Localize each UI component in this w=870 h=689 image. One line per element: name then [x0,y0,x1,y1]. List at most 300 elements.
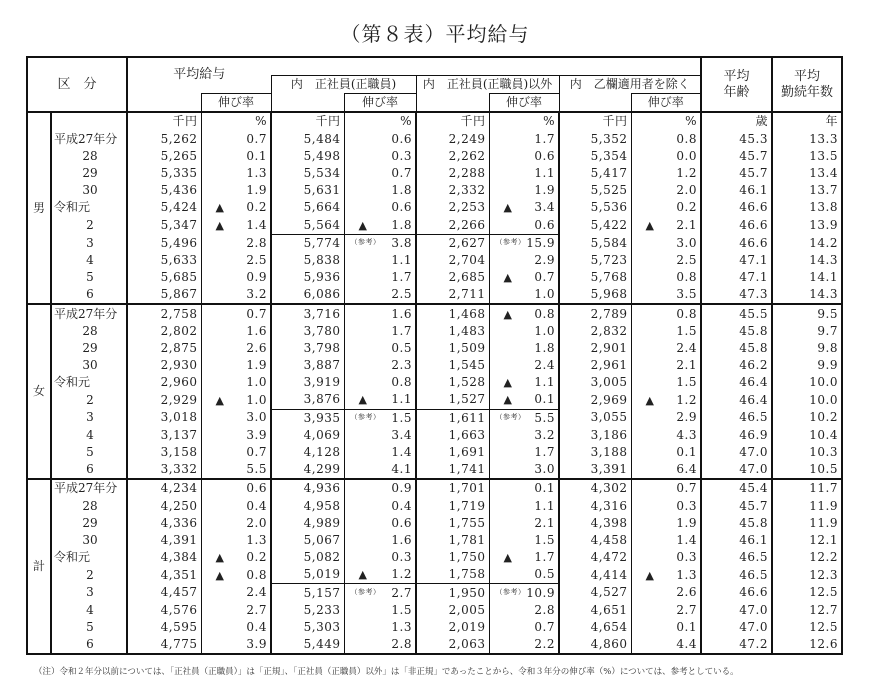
growth-cell: 0.7 [489,619,559,636]
non-regular-salary-cell: 1,527 [416,391,489,409]
table-row [27,131,842,148]
avg-age-cell: 45.8 [701,515,772,532]
avg-age-cell: 46.5 [701,409,772,427]
avg-tenure-cell: 14.3 [772,286,842,304]
growth-cell: 2.5 [201,252,271,269]
growth-cell: 3.0 [489,461,559,479]
avg-age-cell: 45.5 [701,304,772,322]
decrease-marker-icon: ▲ [358,568,368,582]
avg-age-cell: 46.6 [701,217,772,235]
avg-tenure-cell: 9.7 [772,323,842,340]
non-regular-salary-cell: 1,611 [416,409,489,427]
growth-cell: 1.8 [489,340,559,357]
avg-salary-cell: 3,018 [127,409,201,427]
decrease-marker-icon: ▲ [645,393,655,407]
growth-cell: 2.1 [631,357,701,374]
growth-cell: 0.4 [344,498,416,515]
header-growth: 伸び率 [631,94,701,113]
avg-age-cell: 45.8 [701,340,772,357]
non-regular-salary-cell: 2,063 [416,636,489,654]
regular-salary-cell: 5,498 [271,148,344,165]
avg-tenure-cell: 12.5 [772,584,842,602]
regular-salary-cell: 5,019 [271,566,344,584]
avg-age-cell: 47.0 [701,602,772,619]
non-regular-salary-cell: 1,741 [416,461,489,479]
growth-cell: 0.5 [344,340,416,357]
year-label: 2 [51,217,127,235]
year-label: 令和元 [51,199,127,216]
avg-salary-cell: 5,867 [127,286,201,304]
growth-cell: 2.4 [489,357,559,374]
growth-cell: 0.0 [631,148,701,165]
unit-label: % [489,112,559,130]
reference-marker: （参考） [350,237,381,246]
units-row [27,112,842,130]
regular-salary-cell: 3,919 [271,374,344,391]
growth-cell: ▲ 0.2 [201,549,271,566]
regular-salary-cell: 4,299 [271,461,344,479]
avg-age-cell: 47.0 [701,619,772,636]
unit-label: % [201,112,271,130]
year-label: 4 [51,602,127,619]
year-label: 29 [51,515,127,532]
avg-age-cell: 46.6 [701,584,772,602]
growth-cell: ▲ 0.8 [201,566,271,584]
growth-cell: 2.7 [201,602,271,619]
decrease-marker-icon: ▲ [645,218,655,232]
non-regular-salary-cell: 2,262 [416,148,489,165]
non-regular-salary-cell: 1,950 [416,584,489,602]
unit-label: 年 [772,112,842,130]
year-label: 平成27年分 [51,304,127,322]
growth-cell: 0.6 [201,479,271,497]
non-regular-salary-cell: 1,781 [416,532,489,549]
growth-cell: 1.1 [344,252,416,269]
avg-salary-cell: 3,158 [127,444,201,461]
average-salary-table [26,56,843,655]
growth-cell: （参考） 1.5 [344,409,416,427]
table-row [27,549,842,566]
avg-age-cell: 46.1 [701,532,772,549]
growth-cell: 2.2 [489,636,559,654]
avg-tenure-cell: 12.7 [772,602,842,619]
regular-salary-cell: 4,069 [271,427,344,444]
growth-cell: 0.9 [344,479,416,497]
year-label: 6 [51,461,127,479]
avg-age-cell: 46.5 [701,549,772,566]
excl-otsu-salary-cell: 3,188 [559,444,631,461]
decrease-marker-icon: ▲ [503,307,513,321]
avg-tenure-cell: 12.1 [772,532,842,549]
non-regular-salary-cell: 1,691 [416,444,489,461]
avg-salary-cell: 4,336 [127,515,201,532]
non-regular-salary-cell: 1,663 [416,427,489,444]
avg-tenure-cell: 11.7 [772,479,842,497]
header-regular: 内 正社員(正職員) [271,76,416,94]
avg-age-cell: 47.0 [701,461,772,479]
growth-cell: 0.3 [344,549,416,566]
excl-otsu-salary-cell: 3,005 [559,374,631,391]
avg-salary-cell: 5,424 [127,199,201,216]
unit-label: 千円 [559,112,631,130]
avg-age-cell: 46.6 [701,199,772,216]
growth-cell: 0.4 [201,498,271,515]
table-row [27,234,842,252]
avg-age-cell: 45.7 [701,148,772,165]
growth-cell: 2.4 [201,584,271,602]
regular-salary-cell: 3,935 [271,409,344,427]
growth-cell: 1.5 [344,602,416,619]
avg-tenure-cell: 13.7 [772,182,842,199]
regular-salary-cell: 5,082 [271,549,344,566]
growth-cell: 0.9 [201,269,271,286]
table-row [27,269,842,286]
growth-cell: ▲ 1.2 [631,391,701,409]
excl-otsu-salary-cell: 2,969 [559,391,631,409]
decrease-marker-icon: ▲ [503,376,513,390]
growth-cell: 1.9 [631,515,701,532]
growth-cell: ▲ 0.2 [201,199,271,216]
avg-tenure-cell: 12.2 [772,549,842,566]
growth-cell: 0.8 [631,304,701,322]
growth-cell: 2.8 [201,234,271,252]
excl-otsu-salary-cell: 5,968 [559,286,631,304]
avg-tenure-cell: 10.0 [772,374,842,391]
avg-age-cell: 46.6 [701,234,772,252]
growth-cell: 3.9 [201,636,271,654]
growth-cell: 1.4 [344,444,416,461]
decrease-marker-icon: ▲ [215,393,225,407]
header-kubun: 区 分 [27,57,127,112]
growth-cell: ▲ 0.1 [489,391,559,409]
year-label: 令和元 [51,549,127,566]
regular-salary-cell: 4,958 [271,498,344,515]
avg-salary-cell: 4,457 [127,584,201,602]
regular-salary-cell: 5,303 [271,619,344,636]
avg-salary-cell: 4,576 [127,602,201,619]
table-row [27,340,842,357]
avg-age-cell: 45.7 [701,498,772,515]
growth-cell: 0.7 [344,165,416,182]
growth-cell: ▲ 1.1 [489,374,559,391]
avg-salary-cell: 2,960 [127,374,201,391]
avg-age-cell: 46.4 [701,374,772,391]
avg-salary-cell: 5,265 [127,148,201,165]
growth-cell: （参考） 10.9 [489,584,559,602]
avg-salary-cell: 4,391 [127,532,201,549]
growth-cell: 1.8 [344,182,416,199]
header-growth: 伸び率 [344,94,416,113]
non-regular-salary-cell: 2,332 [416,182,489,199]
growth-cell: （参考） 5.5 [489,409,559,427]
excl-otsu-salary-cell: 5,723 [559,252,631,269]
growth-cell: 2.7 [631,602,701,619]
non-regular-salary-cell: 2,288 [416,165,489,182]
growth-cell: 2.9 [489,252,559,269]
excl-otsu-salary-cell: 2,901 [559,340,631,357]
non-regular-salary-cell: 2,019 [416,619,489,636]
growth-cell: 0.1 [489,479,559,497]
year-label: 5 [51,269,127,286]
growth-cell: 1.1 [489,498,559,515]
avg-age-cell: 47.0 [701,444,772,461]
year-label: 令和元 [51,374,127,391]
regular-salary-cell: 4,936 [271,479,344,497]
growth-cell: 0.7 [631,479,701,497]
growth-cell: 6.4 [631,461,701,479]
avg-salary-cell: 2,875 [127,340,201,357]
table-title: （第８表）平均給与 [340,22,530,46]
table-row [27,461,842,479]
avg-tenure-cell: 10.5 [772,461,842,479]
regular-salary-cell: 3,716 [271,304,344,322]
table-row [27,182,842,199]
growth-cell: 1.3 [344,619,416,636]
year-label: 28 [51,498,127,515]
avg-salary-cell: 3,332 [127,461,201,479]
table-row [27,199,842,216]
growth-cell: 0.8 [344,374,416,391]
growth-cell: 3.5 [631,286,701,304]
avg-age-cell: 47.1 [701,252,772,269]
avg-salary-cell: 5,496 [127,234,201,252]
year-label: 4 [51,252,127,269]
non-regular-salary-cell: 2,704 [416,252,489,269]
non-regular-salary-cell: 1,468 [416,304,489,322]
growth-cell: 1.4 [631,532,701,549]
growth-cell: 2.1 [489,515,559,532]
non-regular-salary-cell: 2,685 [416,269,489,286]
avg-tenure-cell: 13.5 [772,148,842,165]
avg-age-cell: 46.4 [701,391,772,409]
avg-age-cell: 46.9 [701,427,772,444]
avg-salary-cell: 2,929 [127,391,201,409]
growth-cell: ▲ 3.4 [489,199,559,216]
unit-label: 歳 [701,112,772,130]
growth-cell: 1.7 [489,444,559,461]
excl-otsu-salary-cell: 4,414 [559,566,631,584]
growth-cell: ▲ 0.8 [489,304,559,322]
avg-tenure-cell: 14.3 [772,252,842,269]
decrease-marker-icon: ▲ [215,551,225,565]
header-excl-otsu: 内 乙欄適用者を除く [559,76,701,94]
regular-salary-cell: 5,631 [271,182,344,199]
unit-label: 千円 [127,112,201,130]
avg-salary-cell: 5,633 [127,252,201,269]
avg-tenure-cell: 13.9 [772,217,842,235]
growth-cell: 3.4 [344,427,416,444]
decrease-marker-icon: ▲ [215,568,225,582]
regular-salary-cell: 5,564 [271,217,344,235]
growth-cell: 1.6 [201,323,271,340]
avg-salary-cell: 2,930 [127,357,201,374]
excl-otsu-salary-cell: 5,525 [559,182,631,199]
growth-cell: 0.7 [201,304,271,322]
avg-tenure-cell: 12.5 [772,619,842,636]
excl-otsu-salary-cell: 2,832 [559,323,631,340]
table-row [27,286,842,304]
excl-otsu-salary-cell: 5,352 [559,131,631,148]
avg-salary-cell: 4,384 [127,549,201,566]
avg-salary-cell: 2,758 [127,304,201,322]
non-regular-salary-cell: 1,509 [416,340,489,357]
growth-cell: 1.9 [201,182,271,199]
decrease-marker-icon: ▲ [215,201,225,215]
year-label: 28 [51,148,127,165]
regular-salary-cell: 4,128 [271,444,344,461]
year-label: 6 [51,636,127,654]
growth-cell: 0.1 [631,444,701,461]
excl-otsu-salary-cell: 4,654 [559,619,631,636]
avg-tenure-cell: 10.0 [772,391,842,409]
avg-tenure-cell: 10.4 [772,427,842,444]
excl-otsu-salary-cell: 4,651 [559,602,631,619]
header-growth: 伸び率 [489,94,559,113]
growth-cell: 1.0 [489,286,559,304]
growth-cell: 1.7 [344,323,416,340]
decrease-marker-icon: ▲ [215,218,225,232]
growth-cell: 0.3 [631,498,701,515]
year-label: 5 [51,619,127,636]
growth-cell: 1.3 [201,165,271,182]
avg-salary-cell: 4,234 [127,479,201,497]
growth-cell: ▲ 2.1 [631,217,701,235]
reference-marker: （参考） [350,412,381,421]
regular-salary-cell: 5,067 [271,532,344,549]
non-regular-salary-cell: 1,719 [416,498,489,515]
growth-cell: 0.2 [631,199,701,216]
growth-cell: 0.6 [344,515,416,532]
unit-label: 千円 [416,112,489,130]
non-regular-salary-cell: 1,701 [416,479,489,497]
excl-otsu-salary-cell: 4,472 [559,549,631,566]
avg-tenure-cell: 14.1 [772,269,842,286]
avg-salary-cell: 5,262 [127,131,201,148]
decrease-marker-icon: ▲ [503,271,513,285]
avg-age-cell: 45.3 [701,131,772,148]
year-label: 30 [51,357,127,374]
year-label: 30 [51,532,127,549]
growth-cell: 1.5 [631,323,701,340]
avg-age-cell: 45.7 [701,165,772,182]
regular-salary-cell: 5,157 [271,584,344,602]
growth-cell: 1.5 [489,532,559,549]
table-row [27,444,842,461]
growth-cell: 4.1 [344,461,416,479]
growth-cell: ▲ 1.4 [201,217,271,235]
avg-tenure-cell: 10.2 [772,409,842,427]
avg-tenure-cell: 12.6 [772,636,842,654]
table-row [27,217,842,235]
growth-cell: 0.7 [201,444,271,461]
growth-cell: 3.2 [489,427,559,444]
year-label: 2 [51,391,127,409]
excl-otsu-salary-cell: 4,316 [559,498,631,515]
growth-cell: 2.0 [631,182,701,199]
growth-cell: 2.5 [344,286,416,304]
growth-cell: 1.0 [489,323,559,340]
excl-otsu-salary-cell: 4,458 [559,532,631,549]
avg-salary-cell: 5,347 [127,217,201,235]
growth-cell: 0.5 [489,566,559,584]
excl-otsu-salary-cell: 5,584 [559,234,631,252]
group-label: 計 [27,479,51,654]
growth-cell: 1.2 [631,165,701,182]
excl-otsu-salary-cell: 5,422 [559,217,631,235]
avg-age-cell: 45.4 [701,479,772,497]
growth-cell: ▲ 0.7 [489,269,559,286]
non-regular-salary-cell: 1,545 [416,357,489,374]
regular-salary-cell: 3,780 [271,323,344,340]
unit-label: 千円 [271,112,344,130]
growth-cell: 0.6 [489,148,559,165]
regular-salary-cell: 5,774 [271,234,344,252]
growth-cell: 1.5 [631,374,701,391]
growth-cell: （参考） 3.8 [344,234,416,252]
non-regular-salary-cell: 1,483 [416,323,489,340]
growth-cell: 2.0 [201,515,271,532]
table-row [27,515,842,532]
table-row [27,252,842,269]
excl-otsu-salary-cell: 4,398 [559,515,631,532]
reference-marker: （参考） [495,587,526,596]
excl-otsu-salary-cell: 5,768 [559,269,631,286]
growth-cell: ▲ 1.1 [344,391,416,409]
excl-otsu-salary-cell: 2,961 [559,357,631,374]
growth-cell: 2.8 [489,602,559,619]
header-avg-tenure: 平均 勤続年数 [772,57,842,112]
regular-salary-cell: 5,838 [271,252,344,269]
growth-cell: 1.6 [344,532,416,549]
regular-salary-cell: 5,449 [271,636,344,654]
growth-cell: （参考） 2.7 [344,584,416,602]
header-avg-salary: 平均給与 [173,67,226,82]
regular-salary-cell: 3,876 [271,391,344,409]
growth-cell: 1.1 [489,165,559,182]
growth-cell: 2.6 [631,584,701,602]
growth-cell: 1.7 [489,131,559,148]
non-regular-salary-cell: 1,755 [416,515,489,532]
excl-otsu-salary-cell: 5,354 [559,148,631,165]
non-regular-salary-cell: 1,758 [416,566,489,584]
growth-cell: 0.3 [631,549,701,566]
avg-salary-cell: 5,436 [127,182,201,199]
avg-tenure-cell: 13.4 [772,165,842,182]
group-label: 男 [27,112,51,304]
table-row [27,374,842,391]
avg-salary-cell: 4,351 [127,566,201,584]
header-avg-age: 平均 年齢 [701,57,772,112]
regular-salary-cell: 5,664 [271,199,344,216]
regular-salary-cell: 6,086 [271,286,344,304]
avg-age-cell: 46.5 [701,566,772,584]
header-growth: 伸び率 [201,94,271,113]
excl-otsu-salary-cell: 5,536 [559,199,631,216]
excl-otsu-salary-cell: 4,527 [559,584,631,602]
excl-otsu-salary-cell: 5,417 [559,165,631,182]
non-regular-salary-cell: 2,627 [416,234,489,252]
table-row [27,619,842,636]
regular-salary-cell: 3,887 [271,357,344,374]
growth-cell: 1.7 [344,269,416,286]
excl-otsu-salary-cell: 3,055 [559,409,631,427]
non-regular-salary-cell: 2,249 [416,131,489,148]
growth-cell: 2.3 [344,357,416,374]
avg-salary-cell: 5,685 [127,269,201,286]
regular-salary-cell: 5,233 [271,602,344,619]
avg-age-cell: 46.2 [701,357,772,374]
decrease-marker-icon: ▲ [645,568,655,582]
